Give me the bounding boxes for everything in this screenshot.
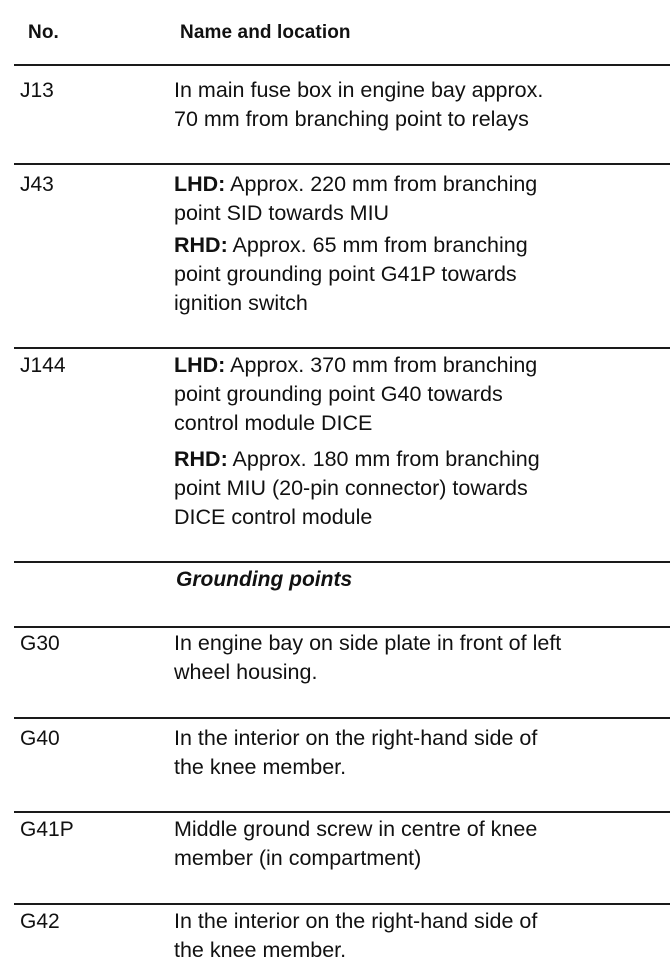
header-divider — [14, 64, 670, 66]
row-code-g42: G42 — [20, 910, 60, 933]
row-desc-j43-lhd — [174, 170, 654, 228]
lhd-label: LHD: — [174, 172, 226, 196]
row-desc-j144-rhd — [174, 445, 654, 532]
row-divider — [14, 717, 670, 719]
row-desc-j43-rhd — [174, 231, 654, 318]
rhd-label: RHD: — [174, 447, 228, 471]
row-divider — [14, 903, 670, 905]
row-code-g41p: G41P — [20, 818, 74, 841]
row-desc-g30: In engine bay on side plate in front of left wheel housing. — [174, 631, 562, 684]
row-divider — [14, 811, 670, 813]
row-code-j144: J144 — [20, 354, 66, 377]
row-desc-g41p: Middle ground screw in centre of knee member (in compartment) — [174, 817, 538, 870]
lhd-text: Approx. 370 mm from branching point grounding point G40 towards control module DICE — [174, 353, 538, 435]
rhd-text: Approx. 65 mm from branching point grounding point G41P towards ignition switch — [174, 233, 528, 315]
row-desc-g42: In the interior on the right-hand side of the knee member. — [174, 909, 538, 962]
column-header-name-location: Name and location — [180, 22, 351, 43]
row-desc-j144-lhd — [174, 351, 654, 438]
row-code-j43: J43 — [20, 173, 54, 196]
column-header-no: No. — [28, 22, 59, 43]
row-divider — [14, 561, 670, 563]
row-divider — [14, 163, 670, 165]
row-code-g30: G30 — [20, 632, 60, 655]
lhd-text: Approx. 220 mm from branching point SID towards MIU — [174, 172, 538, 225]
row-code-g40: G40 — [20, 727, 60, 750]
rhd-label: RHD: — [174, 233, 228, 257]
section-divider — [14, 626, 670, 628]
row-desc-j13: In main fuse box in engine bay approx. 70 mm from branching point to relays — [174, 78, 544, 131]
row-divider — [14, 347, 670, 349]
row-desc-g40: In the interior on the right-hand side of the knee member. — [174, 726, 538, 779]
rhd-text: Approx. 180 mm from branching point MIU (20-pin connector) towards DICE control module — [174, 447, 540, 529]
section-title-grounding-points: Grounding points — [176, 568, 353, 591]
row-code-j13: J13 — [20, 79, 54, 102]
lhd-label: LHD: — [174, 353, 226, 377]
